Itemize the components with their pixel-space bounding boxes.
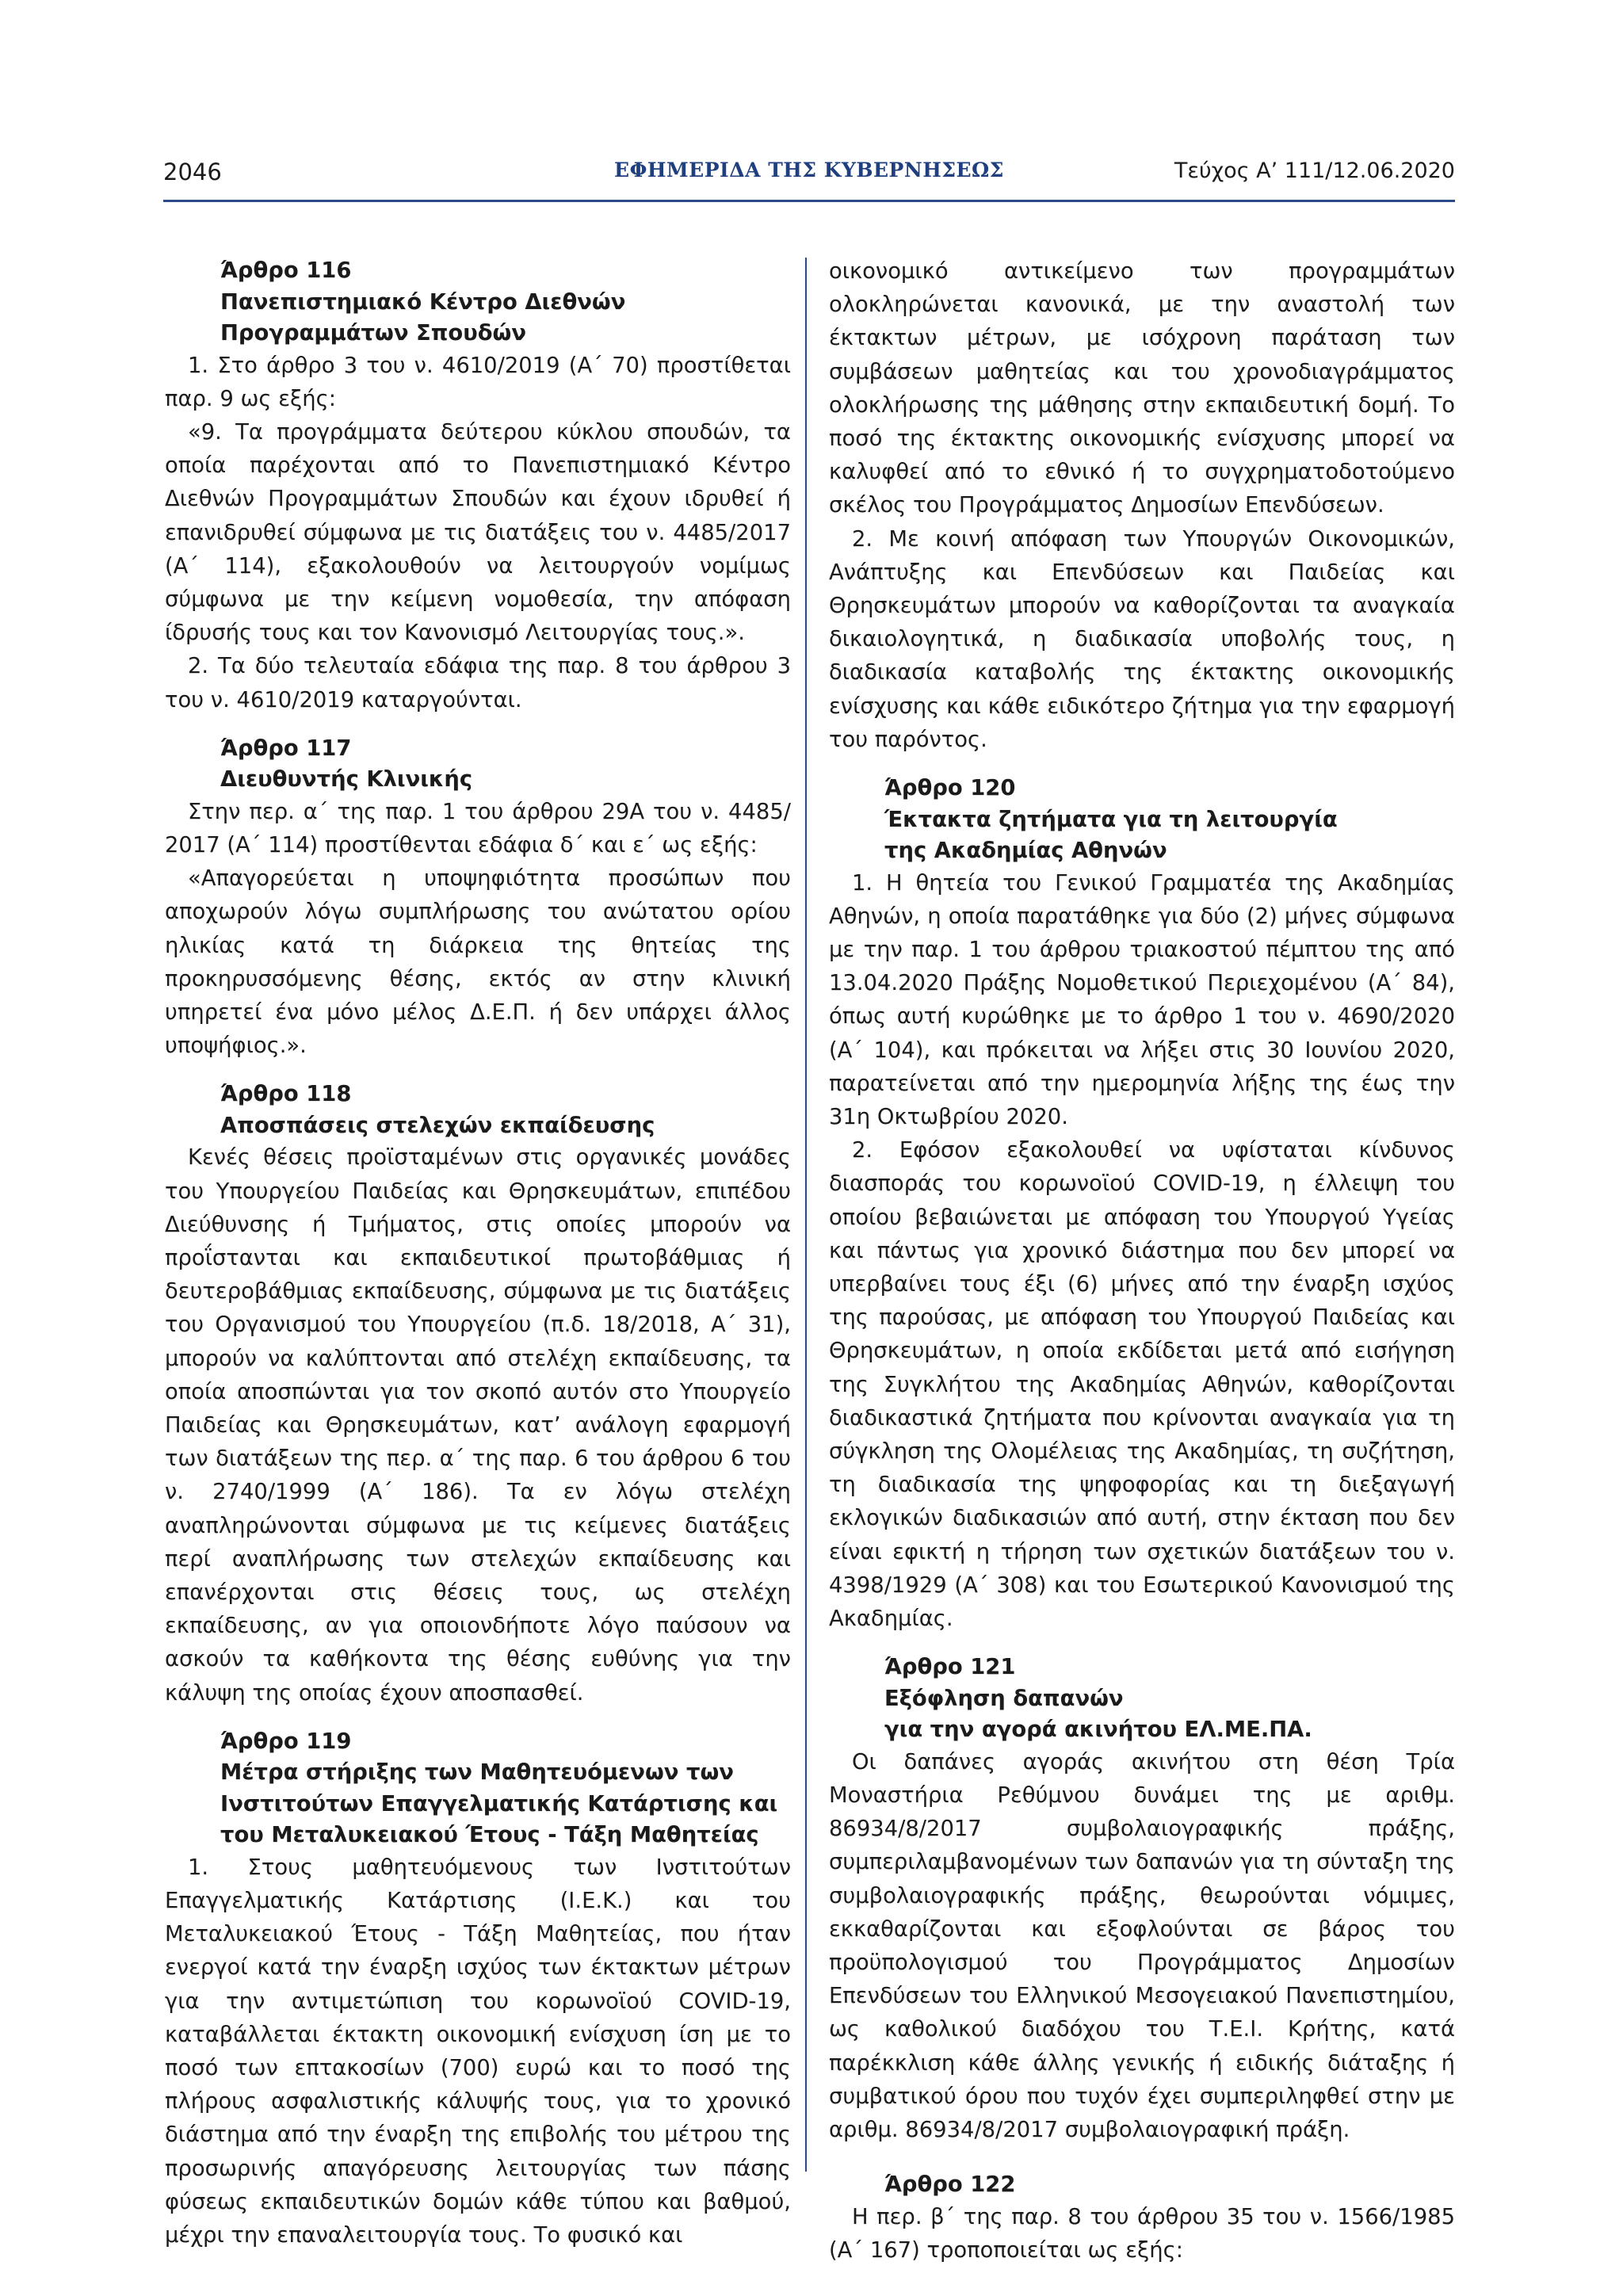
page-number: 2046: [163, 159, 222, 185]
article-117: [165, 733, 791, 1064]
paragraph: Η περ. β΄ της παρ. 8 του άρθρου 35 του ν. 1566/1985 (Α΄ 167) τροποποιείται ως εξής:: [829, 2204, 1455, 2263]
column-divider: [805, 258, 807, 2172]
paragraph: 1. Στο άρθρο 3 του ν. 4610/2019 (Α΄ 70) προστίθεται παρ. 9 ως εξής:: [165, 353, 791, 411]
header-rule: [163, 200, 1455, 202]
article-title: για την αγορά ακινήτου ΕΛ.ΜΕ.ΠΑ.: [884, 1717, 1312, 1743]
paragraph: 1. Η θητεία του Γενικού Γραμματέα της Ακαδημίας Αθηνών, η οποία παρατάθηκε για δύο (2) μήνες σύμφωνα με την παρ. 1 του άρθρου τριακοστού πέμπτου της από 13.04.2020 Πράξης Νομοθετικού Περιεχομένου (Α΄ 84), όπως αυτή κυρώθηκε με το άρθρο 1 του ν. 4690/2020 (Α΄ 104), και πρόκειται να λήξει στις 30 Ιουνίου 2020, παρατείνεται από την ημερομηνία λήξης της έως την 31η Οκτωβρίου 2020.: [829, 870, 1455, 1129]
article-number: Άρθρο 121: [884, 1655, 1016, 1680]
page-header: [163, 159, 1455, 198]
article-120: [829, 773, 1455, 1636]
article-number: Άρθρο 117: [220, 735, 352, 761]
article-number: Άρθρο 119: [220, 1729, 352, 1754]
article-title: Διευθυντής Κλινικής: [220, 767, 473, 793]
article-title: Εξόφληση δαπανών: [884, 1686, 1124, 1711]
article-title: Πανεπιστημιακό Κέντρο Διεθνών: [220, 289, 626, 315]
paragraph: Κενές θέσεις προϊσταμένων στις οργανικές μονάδες του Υπουργείου Παιδείας και Θρησκευμάτων, επιπέδου Διεύθυνσης ή Τμήματος, στις οποίες μπορούν να προΐστανται και εκπαιδευτικοί πρωτοβάθμιας ή δευτεροβάθμιας εκπαίδευσης, σύμφωνα με τις διατάξεις του Οργανισμού του Υπουργείου (π.δ. 18/2018, Α΄ 31), μπορούν να καλύπτονται από στελέχη εκπαίδευσης, τα οποία αποσπώνται για τον σκοπό αυτόν στο Υπουργείο Παιδείας και Θρησκευμάτων, κατ’ ανάλογη εφαρμογή των διατάξεων της περ. α΄ της παρ. 6 του άρθρου 6 του ν. 2740/1999 (Α΄ 186). Τα εν λόγω στελέχη αναπληρώνονται σύμφωνα με τις κείμενες διατάξεις περί αναπλήρωσης των στελεχών εκπαίδευσης και επανέρχονται στις θέσεις τους, ως στελέχη εκπαίδευσης, αν για οποιονδήποτε λόγο παύσουν να ασκούν τα καθήκοντα της θέσης ευθύνης για την κάλυψη της οποίας έχουν αποσπασθεί.: [165, 1145, 791, 1706]
article-number: Άρθρο 120: [884, 776, 1016, 801]
article-119: [165, 1726, 791, 2252]
paragraph: 2. Εφόσον εξακολουθεί να υφίσταται κίνδυνος διασποράς του κορωνοϊού COVID-19, η έλλειψη του οποίου βεβαιώνεται με απόφαση του Υπουργού Υγείας και πάντως για χρονικό διάστημα που δεν μπορεί να υπερβαίνει τους έξι (6) μήνες από την έναρξη ισχύος της παρούσας, με απόφαση του Υπουργού Παιδείας και Θρησκευμάτων, η οποία εκδίδεται μετά από εισήγηση της Συγκλήτου της Ακαδημίας Αθηνών, καθορίζονται διαδικαστικά ζητήματα που κρίνονται αναγκαία για τη σύγκληση της Ολομέλειας της Ακαδημίας, τη συζήτηση, τη διαδικασία της ψηφοφορίας και τη διεξαγωγή εκλογικών διαδικασιών από αυτή, στην έκταση που δεν είναι εφικτή η τήρηση των σχετικών διατάξεων του ν. 4398/1929 (Α΄ 308) και του Εσωτερικού Κανονισμού της Ακαδημίας.: [829, 1138, 1455, 1632]
article-title: Προγραμμάτων Σπουδών: [220, 321, 527, 346]
paragraph: Στην περ. α΄ της παρ. 1 του άρθρου 29Α του ν. 4485/ 2017 (Α΄ 114) προστίθενται εδάφια δ΄ και ε΄ ως εξής:: [165, 799, 791, 858]
journal-title: ΕΦΗΜΕΡΙΔΑ ΤΗΣ ΚΥΒΕΡΝΗΣΕΩΣ: [614, 159, 1004, 181]
paragraph-continuation: οικονομικό αντικείμενο των προγραμμάτων ολοκληρώνεται κανονικά, με την αναστολή των έκτακτων μέτρων, με ισόχρονη παράταση των συμβάσεων μαθητείας και του χρονοδιαγράμματος ολοκλήρωσης της μάθησης στην εκπαιδευτική δομή. Το ποσό της έκτακτης οικονομικής ενίσχυσης μπορεί να καλυφθεί από το εθνικό ή το συγχρηματοδοτούμενο σκέλος του Προγράμματος Δημοσίων Επενδύσεων.: [829, 259, 1455, 518]
paragraph: 2. Τα δύο τελευταία εδάφια της παρ. 8 του άρθρου 3 του ν. 4610/2019 καταργούνται.: [165, 654, 791, 712]
article-116: [165, 255, 791, 717]
right-column: [829, 255, 1455, 2267]
paragraph: Οι δαπάνες αγοράς ακινήτου στη θέση Τρία Μοναστήρια Ρεθύμνου δυνάμει της με αριθμ. 86934/8/2017 συμβολαιογραφικής πράξης, συμπεριλαμβανομένων των δαπανών για τη σύνταξη της συμβολαιογραφικής πράξης, θεωρούνται νόμιμες, εκκαθαρίζονται και εξοφλούνται σε βάρος του προϋπολογισμού του Προγράμματος Δημοσίων Επενδύσεων του Ελληνικού Μεσογειακού Πανεπιστημίου, ως καθολικού διαδόχου του Τ.Ε.Ι. Κρήτης, κατά παρέκκλιση κάθε άλλης γενικής ή ειδικής διάταξης ή συμβατικού όρου που τυχόν έχει συμπεριληφθεί στην με αριθμ. 86934/8/2017 συμβολαιογραφική πράξη.: [829, 1749, 1455, 2142]
article-title: Αποσπάσεις στελεχών εκπαίδευσης: [220, 1113, 655, 1138]
article-title: Έκτακτα ζητήματα για τη λειτουργία: [884, 807, 1338, 832]
left-column: [165, 255, 791, 2252]
article-122: [829, 2169, 1455, 2267]
article-118: [165, 1079, 791, 1710]
article-number: Άρθρο 118: [220, 1082, 352, 1107]
paragraph: 2. Με κοινή απόφαση των Υπουργών Οικονομικών, Ανάπτυξης και Επενδύσεων και Παιδείας και Θρησκευμάτων μπορούν να καθορίζονται τα αναγκαία δικαιολογητικά, η διαδικασία υποβολής τους, η διαδικασία καταβολής της έκτακτης οικονομικής ενίσχυσης και κάθε ειδικότερο ζήτημα για την εφαρμογή του παρόντος.: [829, 526, 1455, 752]
article-121: [829, 1652, 1455, 2147]
article-title: του Μεταλυκειακού Έτους - Τάξη Μαθητείας: [220, 1823, 759, 1848]
article-number: Άρθρο 122: [884, 2172, 1016, 2198]
paragraph: 1. Στους μαθητευόμενους των Ινστιτούτων Επαγγελματικής Κατάρτισης (Ι.Ε.Κ.) και του Μεταλυκειακού Έτους - Τάξη Μαθητείας, που ήταν ενεργοί κατά την έναρξη ισχύος των έκτακτων μέτρων για την αντιμετώπιση του κορωνοϊού COVID-19, καταβάλλεται έκτακτη οικονομική ενίσχυση ίση με το ποσό των επτακοσίων (700) ευρώ και το ποσό της πλήρους ασφαλιστικής κάλυψής τους, για το χρονικό διάστημα από την έναρξη της επιβολής του μέτρου της προσωρινής απαγόρευσης λειτουργίας των πάσης φύσεως εκπαιδευτικών δομών κάθε τύπου και βαθμού, μέχρι την επαναλειτουργία τους. Το φυσικό και: [165, 1855, 791, 2248]
paragraph: «9. Τα προγράμματα δεύτερου κύκλου σπουδών, τα οποία παρέχονται από το Πανεπιστημιακό Κέντρο Διεθνών Προγραμμάτων Σπουδών και έχουν ιδρυθεί ή επανιδρυθεί σύμφωνα με τις διατάξεις του ν. 4485/2017 (Α΄ 114), εξακολουθούν να λειτουργούν νομίμως σύμφωνα με την κείμενη νομοθεσία, την απόφαση ίδρυσής τους και τον Κανονισμό Λειτουργίας τους.».: [165, 419, 791, 646]
article-title: της Ακαδημίας Αθηνών: [884, 839, 1167, 864]
article-number: Άρθρο 116: [220, 258, 352, 283]
issue-info: Τεύχος Α’ 111/12.06.2020: [1174, 159, 1455, 183]
article-title: Μέτρα στήριξης των Μαθητευόμενων των: [220, 1760, 734, 1786]
paragraph: «Απαγορεύεται η υποψηφιότητα προσώπων που αποχωρούν λόγω συμπλήρωσης του ανώτατου ορίου ηλικίας κατά τη διάρκεια της θητείας της προκηρυσσόμενης θέσης, εκτός αν στην κλινική υπηρετεί ένα μόνο μέλος Δ.Ε.Π. ή δεν υπάρχει άλλος υποψήφιος.».: [165, 866, 791, 1059]
article-title: Ινστιτούτων Επαγγελματικής Κατάρτισης και: [220, 1791, 778, 1817]
